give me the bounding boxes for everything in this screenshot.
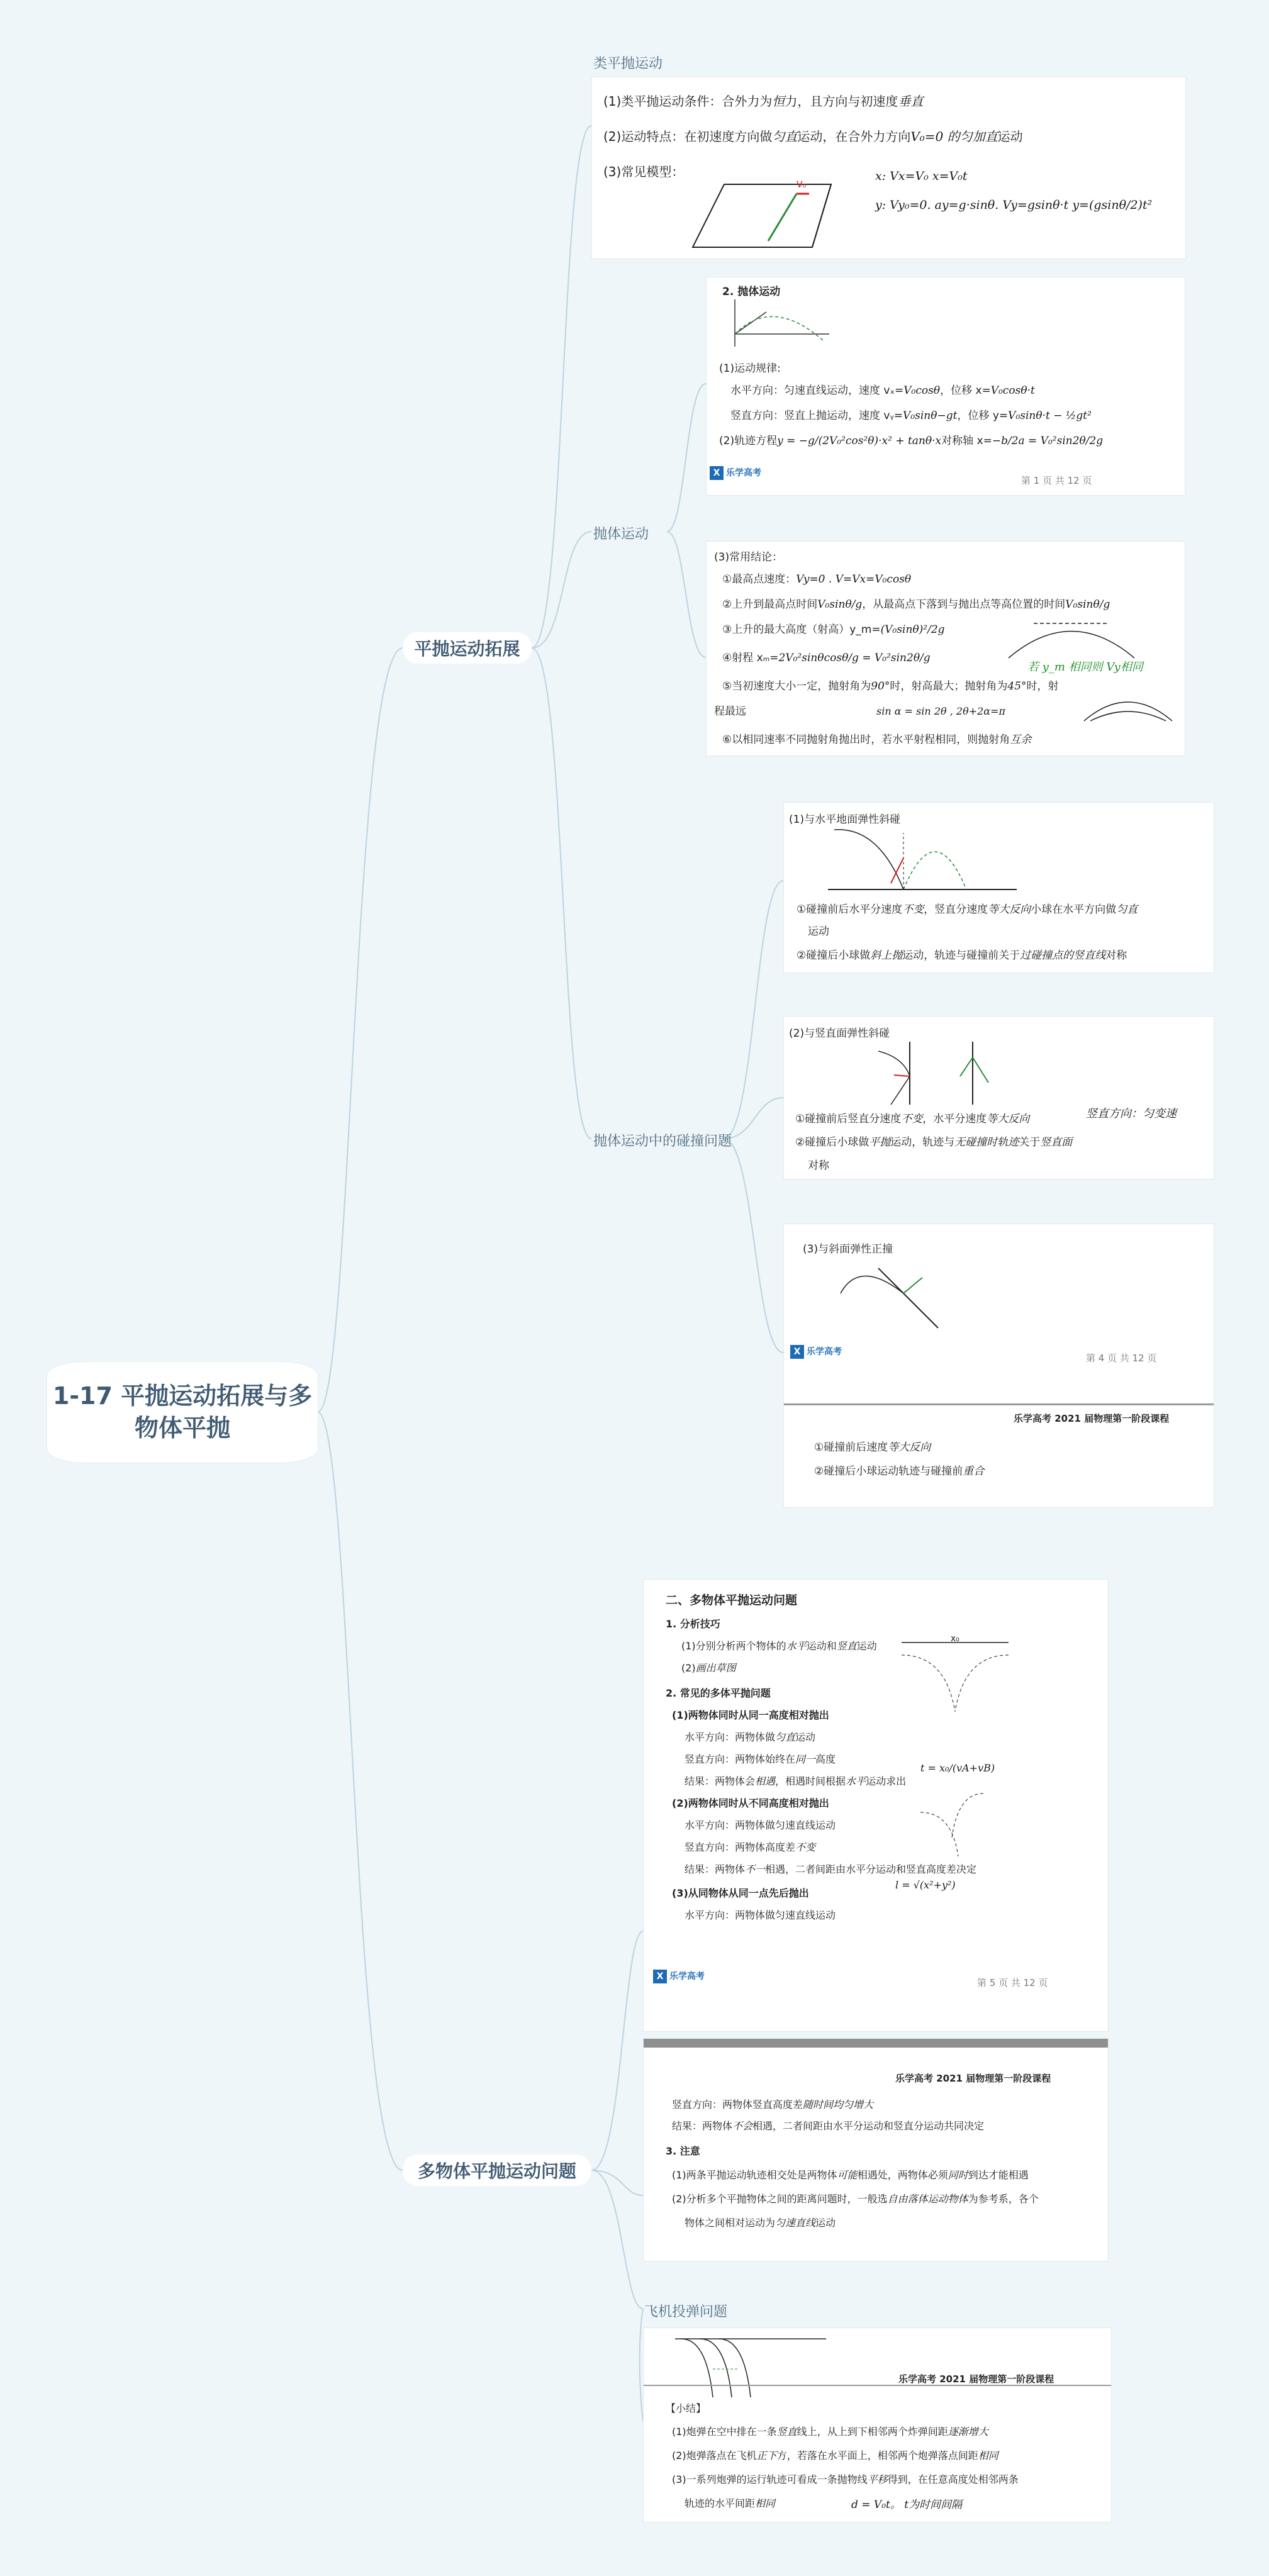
card5-note-vertical: 竖直方向：匀变速 [1086,1107,1177,1120]
card4-line1-tail: 运动 [808,925,829,938]
incline-diagram [686,165,837,254]
card7-s2c1: 水平方向：两物体做匀速直线运动 [685,1909,836,1921]
two-height-diagram [914,1787,990,1863]
note-card-projectile-rules [706,277,1185,496]
card6-divider [784,1403,1214,1405]
card6-page-number: 第 4 页 共 12 页 [1086,1352,1157,1364]
card7-section2: 2. 常见的多体平抛问题 [666,1687,771,1699]
card9-line2: (2)炮弹落点在飞机正下方，若落在水平面上，相邻两个炮弹落点间距相同 [672,2450,998,2462]
card4-line2: ②碰撞后小球做斜上抛运动，轨迹与碰撞前关于过碰撞点的竖直线对称 [797,949,1127,962]
card6-line1: ①碰撞前后速度等大反向 [814,1441,931,1454]
topic-collision[interactable]: 抛体运动中的碰撞问题 [593,1134,732,1149]
card4-heading: (1)与水平地面弹性斜碰 [789,813,901,826]
card1-line1: (1)类平抛运动条件：合外力为恒力，且方向与初速度垂直 [603,94,924,109]
card8-page-break [644,2039,1109,2048]
card9-note-d: d = V₀t。 t为时间间隔 [851,2499,963,2511]
bomb-trajectory-diagram [669,2331,832,2400]
card4-line1: ①碰撞前后水平分速度不变，竖直分速度等大反向小球在水平方向做匀直 [797,903,1138,916]
card7-s2a3: 结果：两物体会相遇，相遇时间根据水平运动求出 [685,1775,907,1787]
card1-eq1: x: Vx=V₀ x=V₀t [875,169,968,183]
card2-line4: (2)轨迹方程y = −g/(2V₀²cos²θ)·x² + tanθ·x对称轴 x=−b/2a = V₀²sin2θ/2g [719,435,1104,447]
branch-projectile-extension[interactable]: 平抛运动拓展 [403,632,532,664]
card5-line1: ①碰撞前后竖直分速度不变，水平分速度等大反向 [795,1113,1030,1125]
card9-line3: (3)一系列炮弹的运行轨迹可看成一条抛物线平移得到，在任意高度处相邻两条 [672,2473,1019,2485]
card6-logo: X 乐学高考 [790,1345,842,1359]
card7-page-number: 第 5 页 共 12 页 [977,1977,1048,1988]
card2-line3: 竖直方向：竖直上抛运动，速度 vᵧ=V₀sinθ−gt，位移 y=V₀sinθ·t − ½gt² [730,410,1092,422]
arc-sketch [1078,693,1178,724]
trajectory-arcs-diagram [1002,611,1147,661]
note-card-incline-collision [783,1224,1214,1508]
card9-brand: 乐学高考 2021 届物理第一阶段课程 [898,2373,1054,2385]
card3-line1: ①最高点速度：Vy=0 . V=Vx=V₀cosθ [722,573,912,586]
card8-line5: 物体之间相对运动为匀速直线运动 [685,2217,836,2229]
card9-summary: 【小结】 [666,2402,707,2414]
card6-line2: ②碰撞后小球运动轨迹与碰撞前重合 [814,1465,985,1478]
card8-line4: (2)分析多个平抛物体之间的距离问题时，一般选自由落体运动物体为参考系，各个 [672,2193,1039,2205]
card7-s1a: (1)分别分析两个物体的水平运动和竖直运动 [681,1640,877,1652]
card7-heading: 二、多物体平抛运动问题 [666,1593,798,1607]
card9-line4: 轨迹的水平间距相同 [685,2497,776,2509]
card7-s2b: (2)两物体同时从不同高度相对抛出 [672,1797,829,1809]
card8-line3: (1)两条平抛运动轨迹相交处是两物体可能相遇处，两物体必须同时到达才能相遇 [672,2169,1029,2181]
card7-s2b1: 水平方向：两物体做匀速直线运动 [685,1819,836,1831]
card3-line7: ⑥以相同速率不同抛射角抛出时，若水平射程相同，则抛射角互余 [722,733,1032,746]
card3-line0: (3)常用结论： [714,551,783,564]
card2-page-number: 第 1 页 共 12 页 [1021,475,1092,486]
card8-line1: 竖直方向：两物体竖直高度差随时间均匀增大 [672,2099,874,2110]
card2-logo: X 乐学高考 [710,466,761,480]
card7-note-t: t = x₀/(vA+vB) [920,1762,995,1774]
root-topic[interactable]: 1-17 平抛运动拓展与多物体平抛 [47,1362,318,1463]
note-card-class-projectile [591,77,1186,259]
v0-label: V₀ [797,180,807,190]
incline-bounce-diagram [834,1256,948,1331]
card7-s1b: (2)画出草图 [681,1662,736,1674]
wall-bounce-diagram [872,1039,1010,1108]
card2-heading: 2. 抛体运动 [722,286,781,298]
topic-projectile[interactable]: 抛体运动 [593,527,649,542]
card7-s2a2: 竖直方向：两物体始终在同一高度 [685,1753,836,1765]
x0-label: x₀ [951,1636,959,1644]
topic-class-projectile[interactable]: 类平抛运动 [593,56,663,72]
branch-multi-object[interactable]: 多物体平抛运动问题 [403,2155,591,2186]
card2-line2: 水平方向：匀速直线运动，速度 vₓ=V₀cosθ，位移 x=V₀cosθ·t [730,384,1035,397]
card8-line2: 结果：两物体不会相遇，二者间距由水平分运动和竖直分运动共同决定 [672,2120,985,2132]
card6-brand: 乐学高考 2021 届物理第一阶段课程 [1014,1413,1170,1424]
card9-line1: (1)炮弹在空中排在一条竖直线上，从上到下相邻两个炸弹间距逐渐增大 [672,2426,988,2438]
projectile-axis-diagram [722,296,836,353]
card5-line3: 对称 [808,1159,829,1172]
card3-line2: ②上升到最高点时间V₀sinθ/g，从最高点下落到与抛出点等高位置的时间V₀sinθ/g [722,598,1110,611]
note-card-common-conclusions [706,541,1185,756]
card6-heading: (3)与斜面弹性正撞 [803,1243,893,1256]
card1-line3: (3)常见模型： [603,164,685,179]
card3-line6: 程最远 [714,705,746,718]
card1-line2: (2)运动特点：在初速度方向做匀直运动，在合外力方向V₀=0 的匀加直运动 [603,129,1023,144]
card3-note-sin: sin α = sin 2θ , 2θ+2α=π [876,705,1006,717]
card3-line4: ④射程 xₘ=2V₀²sinθcosθ/g = V₀²sin2θ/g [722,652,931,664]
card7-s2a: (1)两物体同时从同一高度相对抛出 [672,1709,829,1721]
card5-line2: ②碰撞后小球做平抛运动，轨迹与无碰撞时轨迹关于竖直面 [795,1136,1073,1149]
topic-plane-bombing[interactable]: 飞机投弹问题 [644,2304,728,2320]
card7-s2a1: 水平方向：两物体做匀直运动 [685,1731,816,1743]
card7-s2c: (3)从同物体从同一点先后抛出 [672,1887,809,1899]
card7-section1: 1. 分析技巧 [666,1618,720,1630]
note-card-wall-collision [783,1016,1214,1179]
card7-logo: X 乐学高考 [653,1970,705,1983]
note-card-multi-object-analysis [643,1579,1109,2032]
note-card-multi-object-notes [643,2038,1109,2261]
card1-eq2: y: Vy₀=0. ay=g·sinθ. Vy=gsinθ·t y=(gsinθ/2)t² [875,198,1153,212]
meeting-diagram [895,1636,1015,1731]
ground-bounce-diagram [822,820,1023,896]
card3-line5: ⑤当初速度大小一定，抛射角为90°时，射高最大；抛射角为45°时，射 [722,680,1059,693]
card2-line1: (1)运动规律: [719,362,781,375]
card8-section3: 3. 注意 [666,2145,700,2157]
card5-heading: (2)与竖直面弹性斜碰 [789,1027,890,1040]
note-card-ground-collision [783,802,1214,973]
card7-s2b2: 竖直方向：两物体高度差不变 [685,1841,816,1853]
note-card-plane-bombing [643,2328,1112,2523]
card8-brand: 乐学高考 2021 届物理第一阶段课程 [895,2073,1051,2084]
card7-s2b3: 结果：两物体不一相遇，二者间距由水平分运动和竖直高度差决定 [685,1863,977,1875]
card3-note-ym: 若 y_m 相同则 Vy相同 [1027,661,1143,674]
card3-line3: ③上升的最大高度（射高）y_m=(V₀sinθ)²/2g [722,623,945,636]
card7-note-l: l = √(x²+y²) [895,1879,956,1891]
